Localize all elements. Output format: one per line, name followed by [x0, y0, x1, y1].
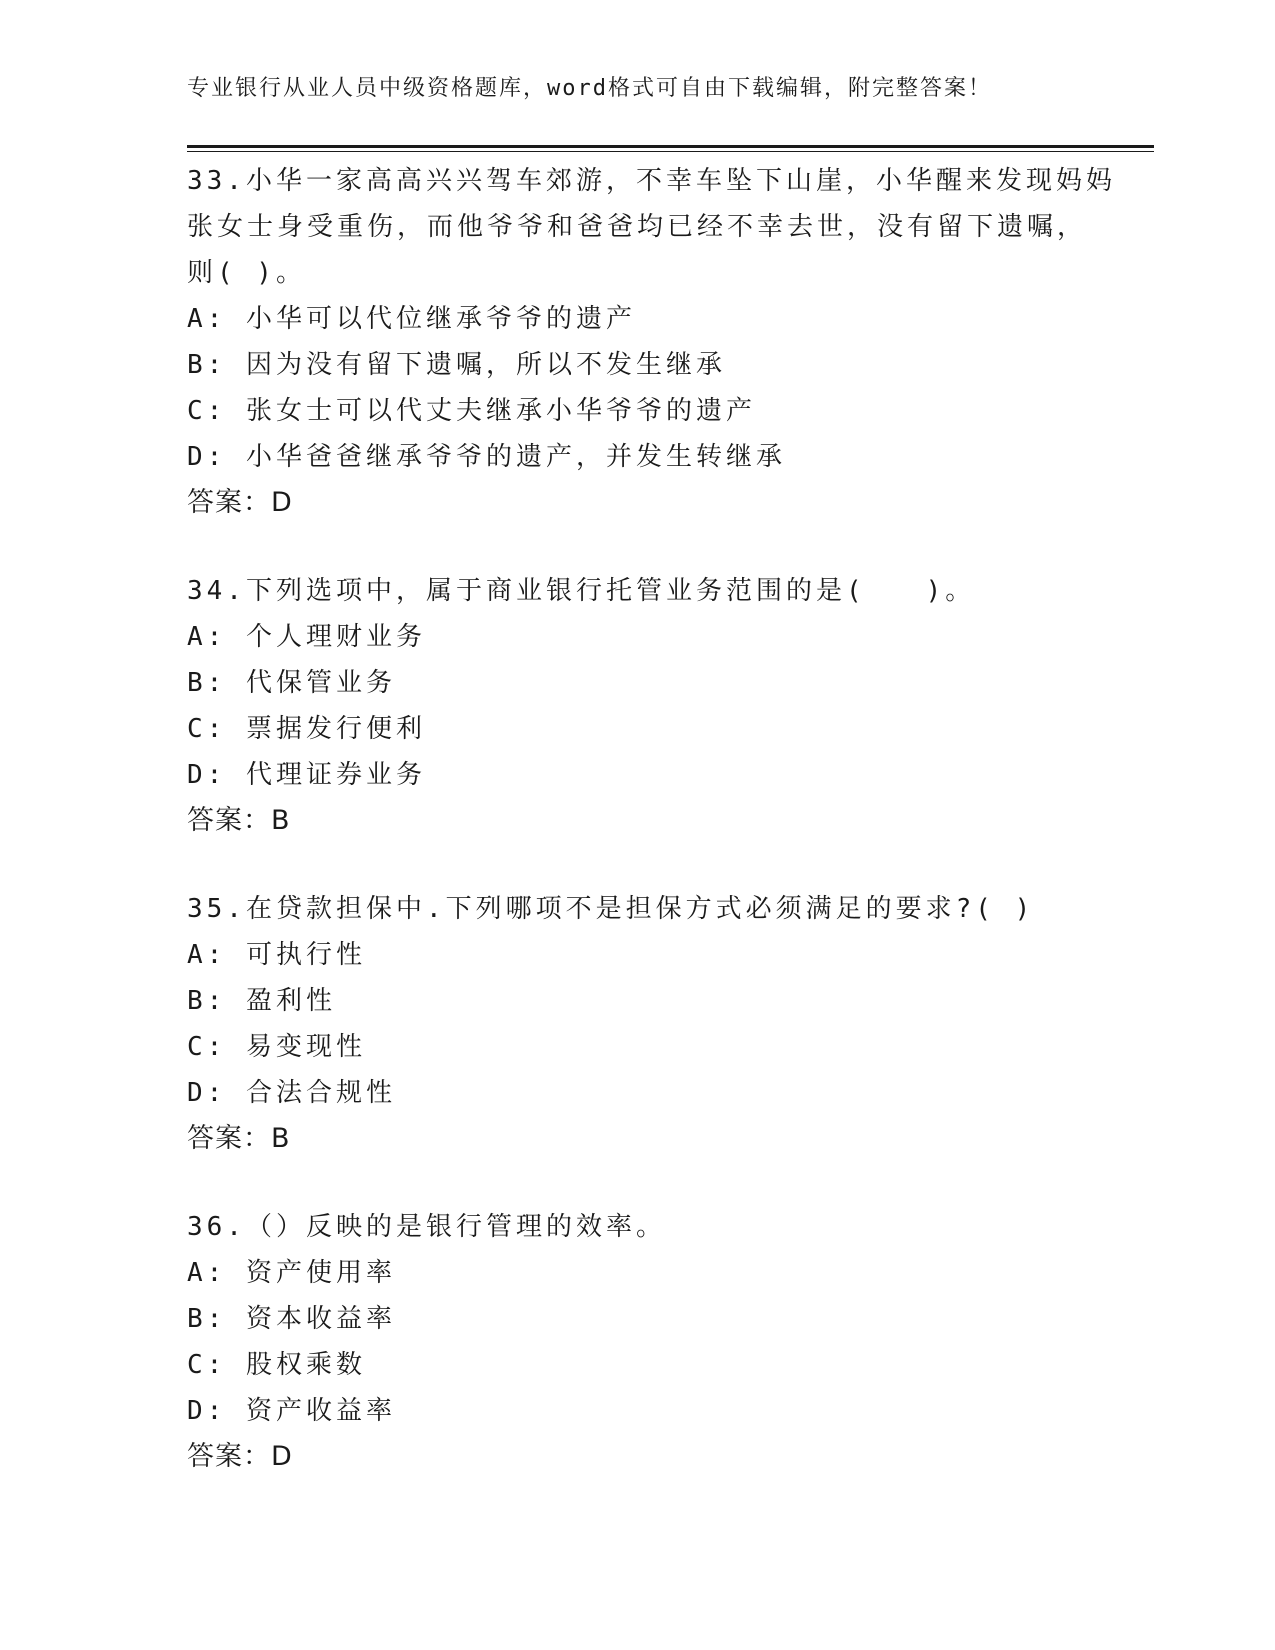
answer-line: 答案：D: [187, 1441, 293, 1472]
question-35: [187, 886, 1087, 1162]
option-b: B: 代保管业务: [187, 668, 396, 698]
question-36: [187, 1204, 1087, 1480]
header-rule-thick: [187, 145, 1154, 148]
option-a: A: 小华可以代位继承爷爷的遗产: [187, 304, 636, 334]
question-list: [187, 158, 1116, 1522]
answer-line: 答案：B: [187, 1123, 291, 1154]
option-a: A: 个人理财业务: [187, 622, 426, 652]
option-d: D: 合法合规性: [187, 1078, 396, 1108]
option-d: D: 小华爸爸继承爷爷的遗产，并发生转继承: [187, 442, 786, 472]
answer-line: 答案：B: [187, 805, 291, 836]
option-a: A: 资产使用率: [187, 1258, 396, 1288]
option-a: A: 可执行性: [187, 940, 366, 970]
option-b: B: 盈利性: [187, 986, 336, 1016]
option-c: C: 张女士可以代丈夫继承小华爷爷的遗产: [187, 396, 756, 426]
question-33: [187, 158, 1116, 526]
answer-line: 答案：D: [187, 487, 293, 518]
question-stem: 张女士身受重伤，而他爷爷和爸爸均已经不幸去世，没有留下遗嘱，: [187, 212, 1088, 242]
question-stem: 33.小华一家高高兴兴驾车郊游，不幸车坠下山崖，小华醒来发现妈妈: [187, 166, 1116, 196]
question-stem: 36.（）反映的是银行管理的效率。: [187, 1212, 666, 1242]
option-b: B: 资本收益率: [187, 1304, 396, 1334]
header-rule-thin: [187, 151, 1154, 152]
question-stem: 35.在贷款担保中.下列哪项不是担保方式必须满足的要求?( ): [187, 894, 1035, 924]
option-c: C: 票据发行便利: [187, 714, 426, 744]
option-d: D: 代理证券业务: [187, 760, 426, 790]
question-stem: 34.下列选项中，属于商业银行托管业务范围的是( )。: [187, 576, 976, 606]
option-c: C: 股权乘数: [187, 1350, 366, 1380]
page-header: 专业银行从业人员中级资格题库，word格式可自由下载编辑，附完整答案！: [187, 76, 992, 101]
question-34: [187, 568, 1087, 844]
option-c: C: 易变现性: [187, 1032, 366, 1062]
option-b: B: 因为没有留下遗嘱，所以不发生继承: [187, 350, 726, 380]
question-stem: 则( )。: [187, 258, 306, 288]
option-d: D: 资产收益率: [187, 1396, 396, 1426]
